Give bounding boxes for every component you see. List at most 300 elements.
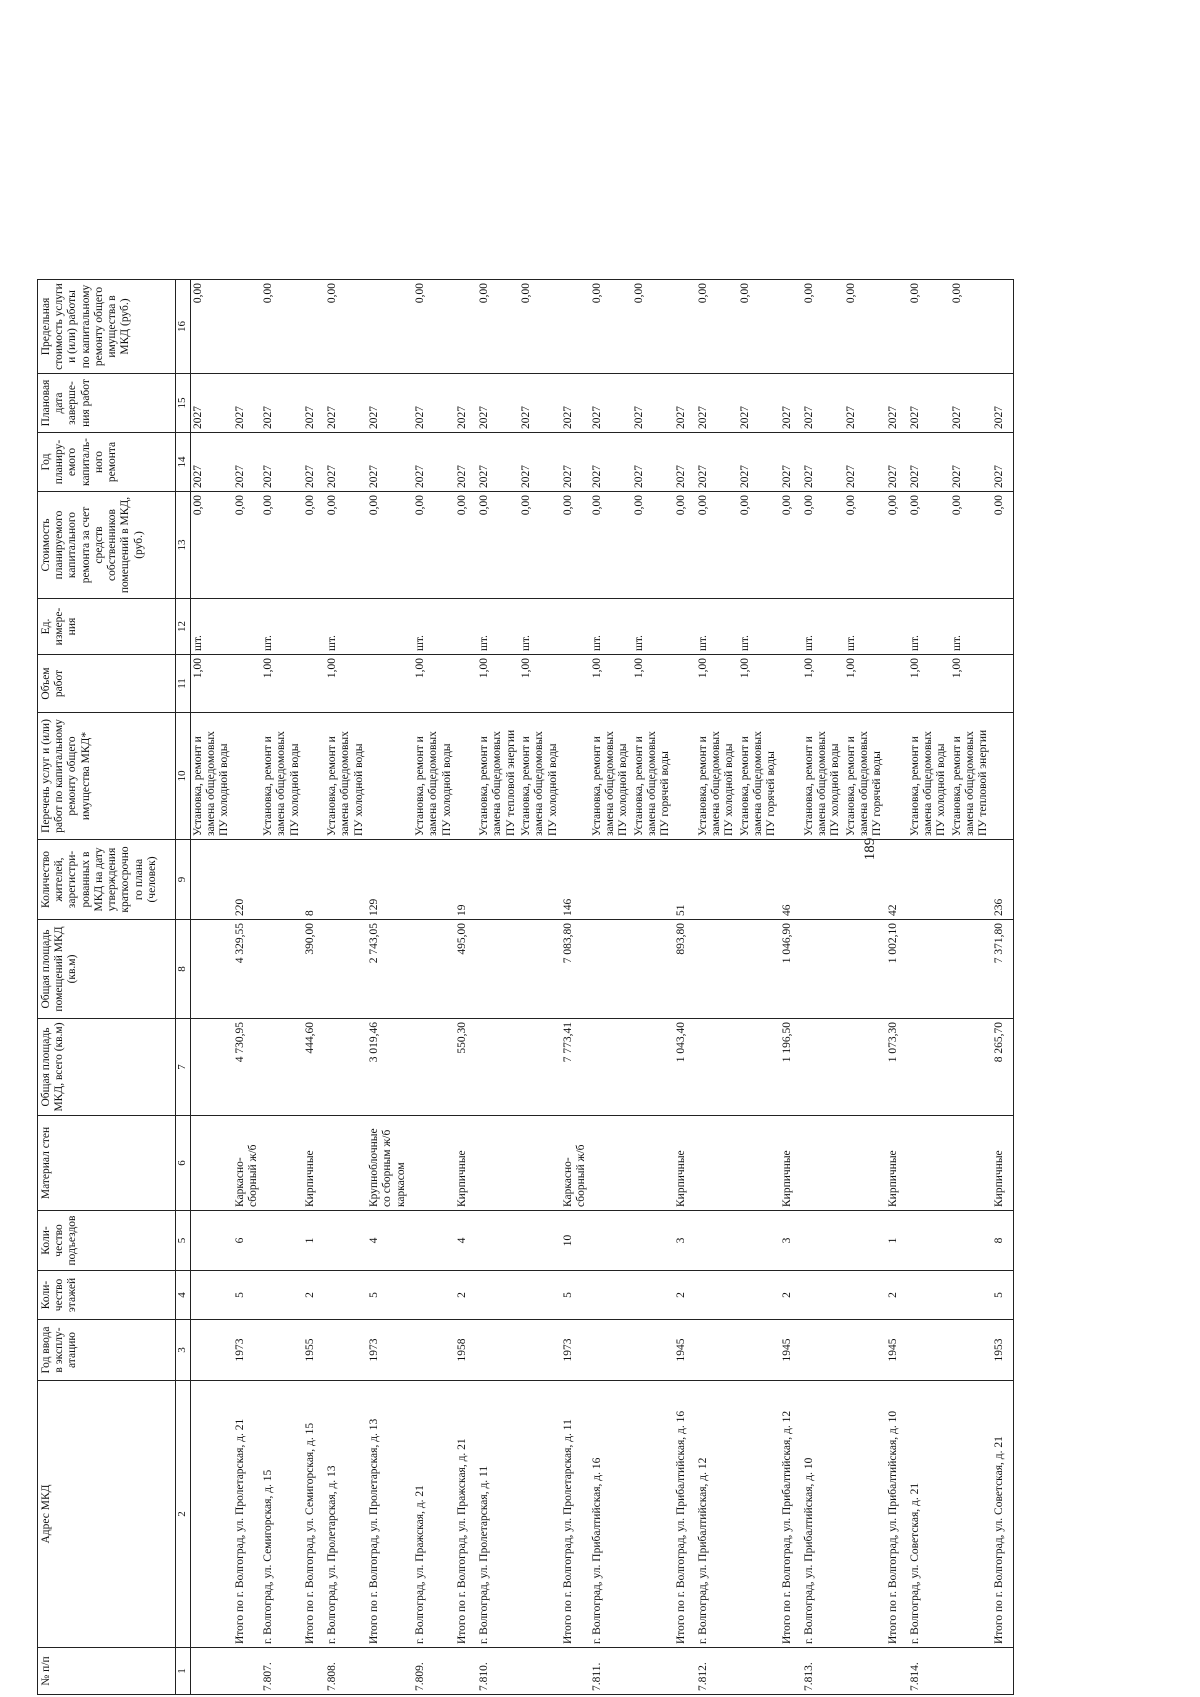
residents-cell: 220 xyxy=(233,840,261,920)
due-date-cell: 2027 xyxy=(632,374,674,433)
due-date-cell: 2027 xyxy=(696,374,738,433)
work-type-cell: Установка, ремонт и замена общедомовых ПУ холодной воды xyxy=(325,713,367,840)
plan-year-cell: 2027 xyxy=(233,433,261,492)
volume-cell: 1,00 xyxy=(632,655,674,713)
row-number: 7.809. xyxy=(413,1648,455,1695)
volume-cell: 1,00 xyxy=(477,655,519,713)
entrances-cell xyxy=(519,1211,561,1271)
total-area-cell xyxy=(696,1019,738,1116)
work-type-cell: Установка, ремонт и замена общедомовых ПУ холодной воды xyxy=(191,713,233,840)
plan-year-cell: 2027 xyxy=(455,433,477,492)
cost-cell: 0,00 xyxy=(233,492,261,599)
row-number xyxy=(950,1648,992,1695)
work-type-cell xyxy=(367,713,413,840)
cost-cell: 0,00 xyxy=(886,492,908,599)
limit-cost-cell: 0,00 xyxy=(325,280,367,374)
work-type-cell xyxy=(780,713,802,840)
table-row xyxy=(674,280,696,1695)
header-cell: Материал стен xyxy=(38,1116,176,1211)
entrances-cell: 4 xyxy=(367,1211,413,1271)
volume-cell: 1,00 xyxy=(261,655,303,713)
entrances-cell xyxy=(738,1211,780,1271)
wall-material-cell xyxy=(590,1116,632,1211)
wall-material-cell xyxy=(191,1116,233,1211)
wall-material-cell: Кирпичные xyxy=(674,1116,696,1211)
wall-material-cell: Крупноблочные со сборным ж/б каркасом xyxy=(367,1116,413,1211)
volume-cell: 1,00 xyxy=(413,655,455,713)
premises-area-cell xyxy=(477,920,519,1019)
premises-area-cell: 893,80 xyxy=(674,920,696,1019)
limit-cost-cell: 0,00 xyxy=(908,280,950,374)
floors-cell xyxy=(519,1271,561,1320)
year-cell xyxy=(191,1320,233,1381)
work-type-cell: Установка, ремонт и замена общедомовых ПУ холодной воды xyxy=(413,713,455,840)
address-cell xyxy=(632,1381,674,1648)
entrances-cell xyxy=(802,1211,844,1271)
column-number: 11 xyxy=(176,655,191,713)
cost-cell: 0,00 xyxy=(455,492,477,599)
address-cell xyxy=(191,1381,233,1648)
address-cell: Итого по г. Волгоград, ул. Советская, д. 21 xyxy=(992,1381,1014,1648)
year-cell: 1973 xyxy=(233,1320,261,1381)
plan-year-cell: 2027 xyxy=(413,433,455,492)
limit-cost-cell xyxy=(561,280,589,374)
cost-cell: 0,00 xyxy=(413,492,455,599)
volume-cell xyxy=(303,655,325,713)
cost-cell: 0,00 xyxy=(590,492,632,599)
year-cell: 1945 xyxy=(886,1320,908,1381)
year-cell xyxy=(950,1320,992,1381)
address-cell: г. Волгоград, ул. Прибалтийская, д. 16 xyxy=(590,1381,632,1648)
row-number xyxy=(455,1648,477,1695)
work-type-cell: Установка, ремонт и замена общедомовых ПУ холодной воды xyxy=(261,713,303,840)
unit-cell: шт. xyxy=(413,599,455,655)
total-area-cell xyxy=(844,1019,886,1116)
header-cell: Ед. измере-ния xyxy=(38,599,176,655)
row-number xyxy=(233,1648,261,1695)
table-row xyxy=(191,280,233,1695)
cost-cell: 0,00 xyxy=(561,492,589,599)
residents-cell xyxy=(802,840,844,920)
unit-cell: шт. xyxy=(844,599,886,655)
column-number: 9 xyxy=(176,840,191,920)
table-row xyxy=(561,280,589,1695)
due-date-cell: 2027 xyxy=(844,374,886,433)
plan-year-cell: 2027 xyxy=(844,433,886,492)
wall-material-cell: Кирпичные xyxy=(780,1116,802,1211)
due-date-cell: 2027 xyxy=(908,374,950,433)
cost-cell: 0,00 xyxy=(261,492,303,599)
residents-cell xyxy=(632,840,674,920)
unit-cell xyxy=(780,599,802,655)
column-number: 15 xyxy=(176,374,191,433)
premises-area-cell xyxy=(696,920,738,1019)
due-date-cell: 2027 xyxy=(561,374,589,433)
table-row xyxy=(519,280,561,1695)
work-type-cell: Установка, ремонт и замена общедомовых ПУ горячей воды xyxy=(632,713,674,840)
volume-cell: 1,00 xyxy=(844,655,886,713)
limit-cost-cell xyxy=(233,280,261,374)
plan-year-cell: 2027 xyxy=(590,433,632,492)
address-cell xyxy=(738,1381,780,1648)
column-number: 1 xyxy=(176,1648,191,1695)
volume-cell: 1,00 xyxy=(325,655,367,713)
row-number: 7.807. xyxy=(261,1648,303,1695)
address-cell: г. Волгоград, ул. Советская, д. 21 xyxy=(908,1381,950,1648)
floors-cell: 5 xyxy=(367,1271,413,1320)
plan-year-cell: 2027 xyxy=(992,433,1014,492)
floors-cell xyxy=(413,1271,455,1320)
due-date-cell: 2027 xyxy=(191,374,233,433)
year-cell: 1945 xyxy=(780,1320,802,1381)
column-number: 4 xyxy=(176,1271,191,1320)
year-cell xyxy=(519,1320,561,1381)
total-area-cell xyxy=(261,1019,303,1116)
wall-material-cell: Кирпичные xyxy=(886,1116,908,1211)
unit-cell xyxy=(992,599,1014,655)
volume-cell: 1,00 xyxy=(950,655,992,713)
limit-cost-cell: 0,00 xyxy=(590,280,632,374)
premises-area-cell xyxy=(590,920,632,1019)
plan-year-cell: 2027 xyxy=(696,433,738,492)
header-cell: Общая площадь МКД, всего (кв.м) xyxy=(38,1019,176,1116)
row-number: 7.810. xyxy=(477,1648,519,1695)
residents-cell xyxy=(950,840,992,920)
table-row xyxy=(780,280,802,1695)
header-cell: Предельная стоимость услуги и (или) работы по капитальному ремонту общего имущества в МКД (руб.) xyxy=(38,280,176,374)
entrances-cell xyxy=(950,1211,992,1271)
year-cell xyxy=(844,1320,886,1381)
volume-cell xyxy=(561,655,589,713)
wall-material-cell: Кирпичные xyxy=(992,1116,1014,1211)
plan-year-cell: 2027 xyxy=(191,433,233,492)
column-number: 16 xyxy=(176,280,191,374)
row-number: 7.812. xyxy=(696,1648,738,1695)
address-cell: Итого по г. Волгоград, ул. Прибалтийская, д. 12 xyxy=(780,1381,802,1648)
unit-cell: шт. xyxy=(950,599,992,655)
year-cell: 1953 xyxy=(992,1320,1014,1381)
table-row xyxy=(992,280,1014,1695)
volume-cell xyxy=(367,655,413,713)
column-number: 2 xyxy=(176,1381,191,1648)
premises-area-cell: 390,00 xyxy=(303,920,325,1019)
table-row xyxy=(367,280,413,1695)
cost-cell: 0,00 xyxy=(303,492,325,599)
year-cell: 1973 xyxy=(561,1320,589,1381)
wall-material-cell xyxy=(738,1116,780,1211)
wall-material-cell xyxy=(950,1116,992,1211)
residents-cell xyxy=(590,840,632,920)
limit-cost-cell: 0,00 xyxy=(738,280,780,374)
column-number: 3 xyxy=(176,1320,191,1381)
plan-year-cell: 2027 xyxy=(367,433,413,492)
year-cell: 1945 xyxy=(674,1320,696,1381)
limit-cost-cell: 0,00 xyxy=(844,280,886,374)
header-cell: Количество жителей, зарегистри-рованных в МКД на дату утверждения краткосрочно го плана (человек) xyxy=(38,840,176,920)
cost-cell: 0,00 xyxy=(802,492,844,599)
plan-year-cell: 2027 xyxy=(802,433,844,492)
work-type-cell xyxy=(303,713,325,840)
row-number: 7.811. xyxy=(590,1648,632,1695)
column-number: 5 xyxy=(176,1211,191,1271)
cost-cell: 0,00 xyxy=(908,492,950,599)
cost-cell: 0,00 xyxy=(477,492,519,599)
floors-cell xyxy=(590,1271,632,1320)
floors-cell: 2 xyxy=(886,1271,908,1320)
unit-cell: шт. xyxy=(519,599,561,655)
premises-area-cell: 2 743,05 xyxy=(367,920,413,1019)
address-cell xyxy=(844,1381,886,1648)
wall-material-cell xyxy=(413,1116,455,1211)
total-area-cell: 8 265,70 xyxy=(992,1019,1014,1116)
residents-cell xyxy=(844,837,886,920)
cost-cell: 0,00 xyxy=(191,492,233,599)
address-cell: г. Волгоград, ул. Пролетарская, д. 11 xyxy=(477,1381,519,1648)
floors-cell: 2 xyxy=(674,1271,696,1320)
wall-material-cell: Кирпичные xyxy=(455,1116,477,1211)
plan-year-cell: 2027 xyxy=(303,433,325,492)
plan-year-cell: 2027 xyxy=(738,433,780,492)
unit-cell xyxy=(233,599,261,655)
floors-cell xyxy=(738,1271,780,1320)
row-number xyxy=(303,1648,325,1695)
year-cell xyxy=(477,1320,519,1381)
table-row xyxy=(802,280,844,1695)
cost-cell: 0,00 xyxy=(367,492,413,599)
table-row xyxy=(477,280,519,1695)
limit-cost-cell xyxy=(674,280,696,374)
floors-cell xyxy=(477,1271,519,1320)
address-cell: Итого по г. Волгоград, ул. Прибалтийская, д. 10 xyxy=(886,1381,908,1648)
year-cell: 1958 xyxy=(455,1320,477,1381)
residents-cell: 19 xyxy=(455,840,477,920)
address-cell: Итого по г. Волгоград, ул. Пролетарская, д. 11 xyxy=(561,1381,589,1648)
premises-area-cell xyxy=(261,920,303,1019)
table-row xyxy=(844,280,886,1695)
wall-material-cell xyxy=(261,1116,303,1211)
due-date-cell: 2027 xyxy=(413,374,455,433)
address-cell: г. Волгоград, ул. Пражская, д. 21 xyxy=(413,1381,455,1648)
work-type-cell xyxy=(886,713,908,840)
work-type-cell: Установка, ремонт и замена общедомовых ПУ горячей воды xyxy=(738,713,780,840)
due-date-cell: 2027 xyxy=(303,374,325,433)
floors-cell xyxy=(325,1271,367,1320)
address-cell: г. Волгоград, ул. Прибалтийская, д. 10 xyxy=(802,1381,844,1648)
premises-area-cell xyxy=(908,920,950,1019)
unit-cell: шт. xyxy=(632,599,674,655)
table-row xyxy=(455,280,477,1695)
due-date-cell: 2027 xyxy=(367,374,413,433)
floors-cell: 5 xyxy=(561,1271,589,1320)
year-cell xyxy=(325,1320,367,1381)
due-date-cell: 2027 xyxy=(780,374,802,433)
header-cell: № п/п xyxy=(38,1648,176,1695)
due-date-cell: 2027 xyxy=(233,374,261,433)
residents-cell xyxy=(413,840,455,920)
limit-cost-cell: 0,00 xyxy=(413,280,455,374)
header-cell: Год ввода в эксплу-атацию xyxy=(38,1320,176,1381)
floors-cell: 2 xyxy=(780,1271,802,1320)
year-cell xyxy=(802,1320,844,1381)
unit-cell xyxy=(303,599,325,655)
column-number: 7 xyxy=(176,1019,191,1116)
unit-cell: шт. xyxy=(191,599,233,655)
plan-year-cell: 2027 xyxy=(561,433,589,492)
unit-cell xyxy=(674,599,696,655)
volume-cell xyxy=(886,655,908,713)
premises-area-cell: 1 046,90 xyxy=(780,920,802,1019)
table-row xyxy=(261,280,303,1695)
wall-material-cell xyxy=(696,1116,738,1211)
premises-area-cell xyxy=(519,920,561,1019)
unit-cell xyxy=(455,599,477,655)
premises-area-cell xyxy=(413,920,455,1019)
table-row xyxy=(632,280,674,1695)
wall-material-cell: Каркасно-сборный ж/б xyxy=(233,1116,261,1211)
cost-cell: 0,00 xyxy=(632,492,674,599)
floors-cell xyxy=(802,1271,844,1320)
entrances-cell xyxy=(844,1211,886,1271)
total-area-cell: 550,30 xyxy=(455,1019,477,1116)
volume-cell: 1,00 xyxy=(590,655,632,713)
unit-cell xyxy=(561,599,589,655)
row-number xyxy=(674,1648,696,1695)
premises-area-cell: 4 329,55 xyxy=(233,920,261,1019)
unit-cell: шт. xyxy=(590,599,632,655)
wall-material-cell xyxy=(908,1116,950,1211)
total-area-cell xyxy=(519,1019,561,1116)
volume-cell: 1,00 xyxy=(696,655,738,713)
total-area-cell: 1 196,50 xyxy=(780,1019,802,1116)
floors-cell: 5 xyxy=(992,1271,1014,1320)
entrances-cell xyxy=(908,1211,950,1271)
row-number xyxy=(780,1648,802,1695)
work-type-cell: Установка, ремонт и замена общедомовых ПУ холодной воды xyxy=(802,713,844,840)
table-row xyxy=(325,280,367,1695)
row-number xyxy=(519,1648,561,1695)
limit-cost-cell: 0,00 xyxy=(632,280,674,374)
cost-cell: 0,00 xyxy=(696,492,738,599)
total-area-cell: 1 073,30 xyxy=(886,1019,908,1116)
residents-cell xyxy=(696,840,738,920)
table-row xyxy=(233,280,261,1695)
unit-cell: шт. xyxy=(325,599,367,655)
cost-cell: 0,00 xyxy=(738,492,780,599)
total-area-cell xyxy=(590,1019,632,1116)
premises-area-cell: 7 083,80 xyxy=(561,920,589,1019)
work-type-cell xyxy=(233,713,261,840)
entrances-cell xyxy=(590,1211,632,1271)
entrances-cell: 10 xyxy=(561,1211,589,1271)
wall-material-cell xyxy=(802,1116,844,1211)
work-type-cell: Установка, ремонт и замена общедомовых ПУ холодной воды xyxy=(908,713,950,840)
year-cell xyxy=(261,1320,303,1381)
cost-cell: 0,00 xyxy=(780,492,802,599)
entrances-cell: 3 xyxy=(780,1211,802,1271)
wall-material-cell xyxy=(477,1116,519,1211)
total-area-cell xyxy=(191,1019,233,1116)
residents-cell xyxy=(477,840,519,920)
row-number xyxy=(561,1648,589,1695)
premises-area-cell xyxy=(844,920,886,1019)
column-number: 12 xyxy=(176,599,191,655)
header-cell: Стоимость планируемого капитального ремонта за счет средств собственников помещений в МКД, (руб.) xyxy=(38,492,176,599)
due-date-cell: 2027 xyxy=(738,374,780,433)
address-cell: г. Волгоград, ул. Прибалтийская, д. 12 xyxy=(696,1381,738,1648)
header-cell: Год планиру-емого капиталь-ного ремонта xyxy=(38,433,176,492)
total-area-cell: 3 019,46 xyxy=(367,1019,413,1116)
premises-area-cell xyxy=(325,920,367,1019)
due-date-cell: 2027 xyxy=(674,374,696,433)
total-area-cell xyxy=(477,1019,519,1116)
plan-year-cell: 2027 xyxy=(632,433,674,492)
floors-cell: 2 xyxy=(455,1271,477,1320)
limit-cost-cell: 0,00 xyxy=(519,280,561,374)
limit-cost-cell xyxy=(886,280,908,374)
due-date-cell: 2027 xyxy=(325,374,367,433)
floors-cell xyxy=(908,1271,950,1320)
plan-year-cell: 2027 xyxy=(908,433,950,492)
table-body xyxy=(191,280,1014,1695)
residents-cell: 51 xyxy=(674,840,696,920)
table-row xyxy=(738,280,780,1695)
wall-material-cell xyxy=(325,1116,367,1211)
work-type-cell xyxy=(992,713,1014,840)
limit-cost-cell xyxy=(303,280,325,374)
residents-cell xyxy=(738,840,780,920)
unit-cell: шт. xyxy=(738,599,780,655)
entrances-cell xyxy=(325,1211,367,1271)
plan-year-cell: 2027 xyxy=(325,433,367,492)
address-cell: г. Волгоград, ул. Пролетарская, д. 13 xyxy=(325,1381,367,1648)
year-cell: 1973 xyxy=(367,1320,413,1381)
premises-area-cell xyxy=(802,920,844,1019)
limit-cost-cell: 0,00 xyxy=(261,280,303,374)
limit-cost-cell: 0,00 xyxy=(696,280,738,374)
cost-cell: 0,00 xyxy=(674,492,696,599)
volume-cell xyxy=(455,655,477,713)
due-date-cell: 2027 xyxy=(886,374,908,433)
total-area-cell xyxy=(908,1019,950,1116)
limit-cost-cell: 0,00 xyxy=(802,280,844,374)
year-cell xyxy=(738,1320,780,1381)
residents-cell: 42 xyxy=(886,840,908,920)
residents-cell xyxy=(325,840,367,920)
residents-cell xyxy=(908,840,950,920)
limit-cost-cell: 0,00 xyxy=(950,280,992,374)
due-date-cell: 2027 xyxy=(992,374,1014,433)
floors-cell xyxy=(191,1271,233,1320)
floors-cell xyxy=(632,1271,674,1320)
plan-year-cell: 2027 xyxy=(519,433,561,492)
floors-cell xyxy=(261,1271,303,1320)
limit-cost-cell: 0,00 xyxy=(477,280,519,374)
work-type-cell: Установка, ремонт и замена общедомовых ПУ холодной воды xyxy=(696,713,738,840)
unit-cell xyxy=(886,599,908,655)
row-number xyxy=(191,1648,233,1695)
capital-repair-table xyxy=(37,279,1014,1695)
column-number: 13 xyxy=(176,492,191,599)
total-area-cell: 4 730,95 xyxy=(233,1019,261,1116)
residents-cell: 46 xyxy=(780,840,802,920)
volume-cell xyxy=(992,655,1014,713)
row-number xyxy=(844,1648,886,1695)
plan-year-cell: 2027 xyxy=(674,433,696,492)
year-cell xyxy=(413,1320,455,1381)
residents-cell xyxy=(191,840,233,920)
residents-cell xyxy=(519,840,561,920)
header-cell: Общая площадь помещений МКД (кв.м) xyxy=(38,920,176,1019)
